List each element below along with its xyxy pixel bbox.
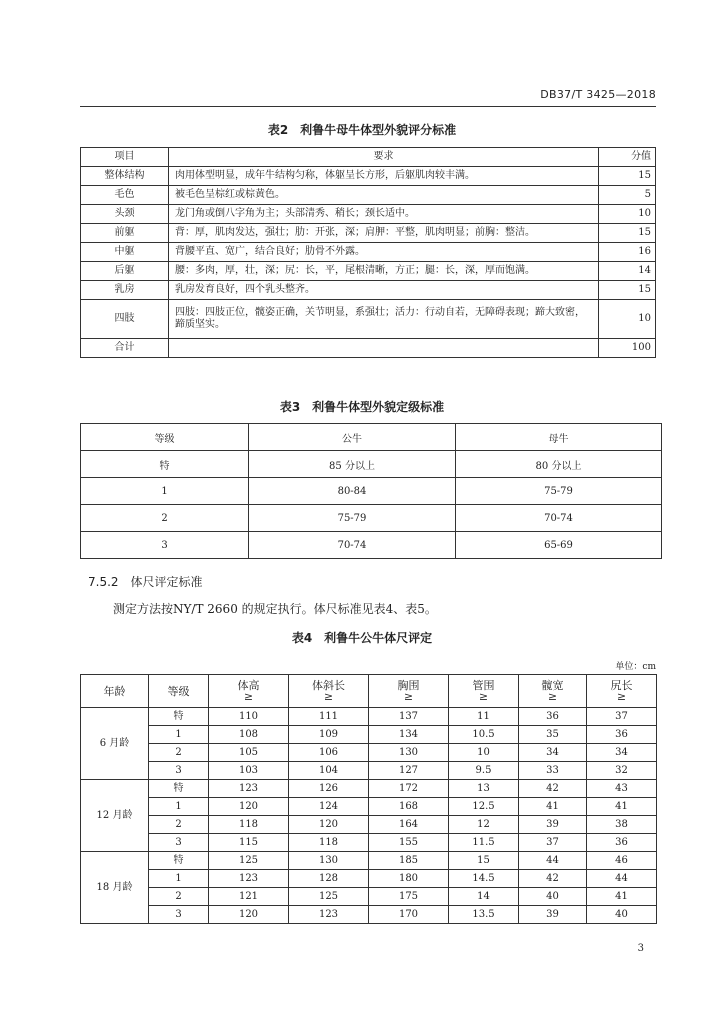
- value-cell: 120: [209, 798, 289, 816]
- value-cell: 39: [519, 816, 587, 834]
- requirement-cell: 乳房发育良好，四个乳头整齐。: [169, 281, 599, 300]
- gte-symbol: ≥: [243, 690, 254, 703]
- value-cell: 13: [449, 780, 519, 798]
- value-cell: 130: [369, 744, 449, 762]
- value-cell: 127: [369, 762, 449, 780]
- value-cell: 168: [369, 798, 449, 816]
- grade-cell: 2: [149, 744, 209, 762]
- header-label: 体斜长: [312, 679, 345, 692]
- document-code: DB37/T 3425—2018: [540, 88, 656, 101]
- table-row: [81, 798, 657, 816]
- header-label: 胸围: [397, 679, 420, 692]
- value-cell: 36: [587, 726, 657, 744]
- page-number: 3: [637, 943, 644, 954]
- score-cell: 15: [599, 224, 656, 243]
- value-cell: 175: [369, 888, 449, 906]
- value-cell: 10.5: [449, 726, 519, 744]
- item-cell: 乳房: [81, 281, 169, 300]
- bull-cell: 75-79: [249, 505, 456, 532]
- gte-symbol: ≥: [323, 690, 334, 703]
- grade-cell: 特: [149, 780, 209, 798]
- value-cell: 42: [519, 870, 587, 888]
- item-cell: 前躯: [81, 224, 169, 243]
- column-header: [369, 675, 449, 708]
- value-cell: 10: [449, 744, 519, 762]
- value-cell: 118: [209, 816, 289, 834]
- value-cell: 105: [209, 744, 289, 762]
- value-cell: 37: [519, 834, 587, 852]
- bull-cell: 85 分以上: [249, 451, 456, 478]
- table-row: [81, 744, 657, 762]
- table2-caption: 表2 利鲁牛母牛体型外貌评分标准: [267, 123, 457, 137]
- value-cell: 14: [449, 888, 519, 906]
- value-cell: 32: [587, 762, 657, 780]
- value-cell: 35: [519, 726, 587, 744]
- table-row: [81, 300, 656, 339]
- requirement-cell: 龙门角或倒八字角为主；头部清秀、稍长；颈长适中。: [169, 205, 599, 224]
- table-row: [81, 451, 662, 478]
- value-cell: 36: [587, 834, 657, 852]
- value-cell: 36: [519, 708, 587, 726]
- column-header: 年龄: [81, 675, 149, 708]
- table-header-row: [81, 675, 657, 708]
- header-rule: [80, 106, 656, 107]
- requirement-cell: [169, 339, 599, 358]
- table-row: [81, 870, 657, 888]
- section-body-text: 测定方法按NY/T 2660 的规定执行。体尺标准见表4、表5。: [113, 602, 437, 616]
- grade-cell: 特: [149, 708, 209, 726]
- column-header: 要求: [169, 148, 599, 167]
- header-label: 髋宽: [541, 679, 564, 692]
- score-cell: 15: [599, 281, 656, 300]
- requirement-cell: 腰：多肉，厚，壮，深；尻：长，平，尾根清晰，方正；腿：长，深，厚而饱满。: [169, 262, 599, 281]
- value-cell: 125: [209, 852, 289, 870]
- header-label: 体高: [237, 679, 260, 692]
- item-cell: 后躯: [81, 262, 169, 281]
- bull-cell: 70-74: [249, 532, 456, 559]
- score-cell: 100: [599, 339, 656, 358]
- value-cell: 120: [209, 906, 289, 924]
- value-cell: 137: [369, 708, 449, 726]
- value-cell: 108: [209, 726, 289, 744]
- table4-body-measurement: [80, 674, 657, 924]
- table-row: [81, 186, 656, 205]
- table-row: [81, 281, 656, 300]
- value-cell: 12: [449, 816, 519, 834]
- gte-symbol: ≥: [478, 690, 489, 703]
- value-cell: 33: [519, 762, 587, 780]
- grade-cell: 3: [149, 906, 209, 924]
- cow-cell: 70-74: [456, 505, 662, 532]
- value-cell: 15: [449, 852, 519, 870]
- score-cell: 16: [599, 243, 656, 262]
- value-cell: 130: [289, 852, 369, 870]
- value-cell: 43: [587, 780, 657, 798]
- value-cell: 37: [587, 708, 657, 726]
- column-header: 母牛: [456, 424, 662, 451]
- item-cell: 四肢: [81, 300, 169, 339]
- cow-cell: 80 分以上: [456, 451, 662, 478]
- table-row: [81, 708, 657, 726]
- unit-label: 单位：cm: [615, 662, 656, 672]
- requirement-cell: 四肢：四肢正位，髋姿正确，关节明显，系强壮；活力：行动自若，无障碍表现；蹄大致密，蹄质坚实。: [169, 300, 599, 339]
- score-cell: 5: [599, 186, 656, 205]
- table3-caption: 表3 利鲁牛体型外貌定级标准: [279, 400, 445, 414]
- score-cell: 15: [599, 167, 656, 186]
- column-header: [519, 675, 587, 708]
- table3-grading-standard: [80, 423, 662, 559]
- value-cell: 134: [369, 726, 449, 744]
- value-cell: 111: [289, 708, 369, 726]
- table-row: [81, 888, 657, 906]
- cow-cell: 65-69: [456, 532, 662, 559]
- value-cell: 44: [587, 870, 657, 888]
- column-header: [289, 675, 369, 708]
- grade-cell: 3: [149, 762, 209, 780]
- table-row: [81, 532, 662, 559]
- grade-cell: 2: [81, 505, 249, 532]
- grade-cell: 1: [149, 798, 209, 816]
- value-cell: 125: [289, 888, 369, 906]
- grade-cell: 3: [149, 834, 209, 852]
- column-header: [587, 675, 657, 708]
- value-cell: 41: [587, 798, 657, 816]
- value-cell: 123: [289, 906, 369, 924]
- column-header: [449, 675, 519, 708]
- header-label: 管围: [472, 679, 495, 692]
- value-cell: 40: [519, 888, 587, 906]
- value-cell: 172: [369, 780, 449, 798]
- value-cell: 185: [369, 852, 449, 870]
- bull-cell: 80-84: [249, 478, 456, 505]
- item-cell: 合计: [81, 339, 169, 358]
- cow-cell: 75-79: [456, 478, 662, 505]
- value-cell: 180: [369, 870, 449, 888]
- gte-symbol: ≥: [547, 690, 558, 703]
- column-header: 等级: [149, 675, 209, 708]
- value-cell: 11.5: [449, 834, 519, 852]
- grade-cell: 1: [149, 870, 209, 888]
- table-row: [81, 816, 657, 834]
- value-cell: 46: [587, 852, 657, 870]
- value-cell: 104: [289, 762, 369, 780]
- column-header: 等级: [81, 424, 249, 451]
- value-cell: 38: [587, 816, 657, 834]
- value-cell: 103: [209, 762, 289, 780]
- age-group-cell: 6 月龄: [81, 708, 149, 780]
- score-cell: 10: [599, 205, 656, 224]
- requirement-cell: 背：厚，肌肉发达，强壮；肋：开张，深；肩胛：平整，肌肉明显；前胸：整洁。: [169, 224, 599, 243]
- value-cell: 44: [519, 852, 587, 870]
- value-cell: 121: [209, 888, 289, 906]
- grade-cell: 3: [81, 532, 249, 559]
- table-header-row: [81, 424, 662, 451]
- column-header: 项目: [81, 148, 169, 167]
- value-cell: 41: [519, 798, 587, 816]
- value-cell: 39: [519, 906, 587, 924]
- table-row: [81, 852, 657, 870]
- table-row: [81, 205, 656, 224]
- value-cell: 34: [587, 744, 657, 762]
- requirement-cell: 背腰平直、宽广，结合良好；肋骨不外露。: [169, 243, 599, 262]
- grade-cell: 2: [149, 816, 209, 834]
- grade-cell: 1: [149, 726, 209, 744]
- value-cell: 170: [369, 906, 449, 924]
- item-cell: 中躯: [81, 243, 169, 262]
- table-row: [81, 478, 662, 505]
- table-row: [81, 780, 657, 798]
- score-cell: 10: [599, 300, 656, 339]
- table-header-row: [81, 148, 656, 167]
- item-cell: 整体结构: [81, 167, 169, 186]
- value-cell: 120: [289, 816, 369, 834]
- column-header: 分值: [599, 148, 656, 167]
- requirement-cell: 肉用体型明显，成年牛结构匀称，体躯呈长方形，后躯肌肉较丰满。: [169, 167, 599, 186]
- table4-caption: 表4 利鲁牛公牛体尺评定: [291, 631, 433, 645]
- table-row: [81, 906, 657, 924]
- item-cell: 头颈: [81, 205, 169, 224]
- value-cell: 109: [289, 726, 369, 744]
- value-cell: 14.5: [449, 870, 519, 888]
- age-group-cell: 18 月龄: [81, 852, 149, 924]
- table-total-row: [81, 339, 656, 358]
- value-cell: 34: [519, 744, 587, 762]
- value-cell: 115: [209, 834, 289, 852]
- column-header: 公牛: [249, 424, 456, 451]
- requirement-cell: 被毛色呈棕红或棕黄色。: [169, 186, 599, 205]
- score-cell: 14: [599, 262, 656, 281]
- item-cell: 毛色: [81, 186, 169, 205]
- column-header: [209, 675, 289, 708]
- value-cell: 155: [369, 834, 449, 852]
- grade-cell: 1: [81, 478, 249, 505]
- section-heading: 7.5.2 体尺评定标准: [88, 575, 203, 589]
- table-row: [81, 224, 656, 243]
- age-group-cell: 12 月龄: [81, 780, 149, 852]
- grade-cell: 2: [149, 888, 209, 906]
- table2-scoring-standard: [80, 147, 656, 358]
- value-cell: 12.5: [449, 798, 519, 816]
- value-cell: 123: [209, 780, 289, 798]
- header-label: 尻长: [610, 679, 633, 692]
- table-row: [81, 834, 657, 852]
- value-cell: 164: [369, 816, 449, 834]
- grade-cell: 特: [149, 852, 209, 870]
- table-row: [81, 262, 656, 281]
- table-row: [81, 243, 656, 262]
- value-cell: 126: [289, 780, 369, 798]
- value-cell: 106: [289, 744, 369, 762]
- value-cell: 40: [587, 906, 657, 924]
- value-cell: 41: [587, 888, 657, 906]
- table-row: [81, 726, 657, 744]
- value-cell: 124: [289, 798, 369, 816]
- value-cell: 110: [209, 708, 289, 726]
- gte-symbol: ≥: [403, 690, 414, 703]
- grade-cell: 特: [81, 451, 249, 478]
- value-cell: 118: [289, 834, 369, 852]
- table-row: [81, 505, 662, 532]
- value-cell: 9.5: [449, 762, 519, 780]
- value-cell: 11: [449, 708, 519, 726]
- value-cell: 13.5: [449, 906, 519, 924]
- value-cell: 123: [209, 870, 289, 888]
- table-row: [81, 167, 656, 186]
- value-cell: 128: [289, 870, 369, 888]
- value-cell: 42: [519, 780, 587, 798]
- gte-symbol: ≥: [616, 690, 627, 703]
- table-row: [81, 762, 657, 780]
